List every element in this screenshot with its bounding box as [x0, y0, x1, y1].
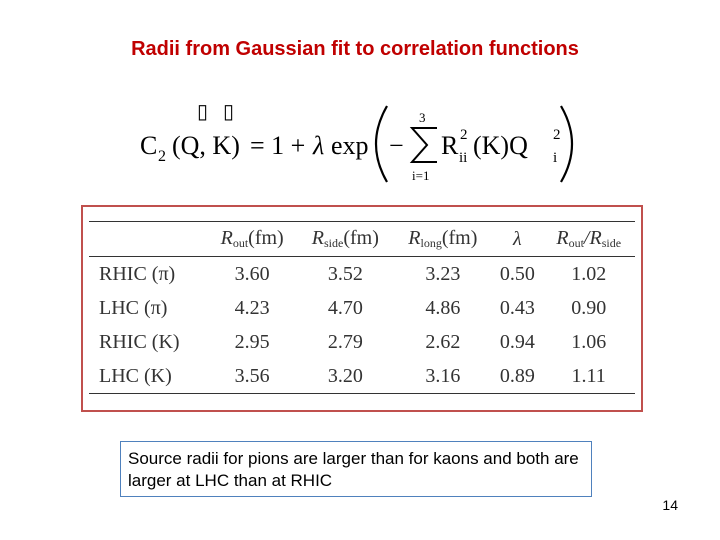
- cell-rout: 3.56: [207, 359, 297, 394]
- row-label: LHC (K): [89, 359, 207, 394]
- formula-lhs: C: [140, 131, 158, 160]
- cell-rside: 3.52: [327, 262, 363, 285]
- slide-title: Radii from Gaussian fit to correlation functions: [131, 38, 579, 60]
- cell-rout: 4.23: [234, 296, 270, 319]
- term-r: R: [441, 131, 459, 160]
- cell-rside: 3.20: [297, 359, 393, 394]
- cell-lambda: 0.50: [499, 262, 535, 285]
- formula-minus: −: [389, 131, 404, 160]
- table-row: [89, 257, 635, 292]
- cell-lambda: 0.43: [499, 296, 535, 319]
- cell-rout: 3.60: [234, 262, 270, 285]
- sum-lower: i=1: [412, 168, 430, 183]
- page-number: 14: [662, 497, 678, 513]
- sum-upper: 3: [419, 110, 426, 125]
- cell-ratio: 0.90: [571, 296, 607, 319]
- formula-lambda: λ: [313, 131, 325, 160]
- radii-table: [89, 221, 635, 394]
- cell-rside: 4.70: [327, 296, 363, 319]
- right-paren: [561, 106, 572, 182]
- formula-exp: exp: [331, 131, 369, 160]
- term-r-sub: ii: [459, 150, 468, 166]
- cell-rout: 2.95: [234, 330, 270, 353]
- formula-equals-one: = 1 +: [250, 131, 306, 160]
- row-label: RHIC (π): [99, 262, 176, 285]
- table-row: [89, 291, 635, 325]
- cell-lambda: 0.89: [492, 359, 542, 394]
- term-r-sup: 2: [460, 127, 468, 143]
- radii-table-frame: [81, 205, 643, 412]
- cell-ratio: 1.06: [571, 330, 607, 353]
- header-lambda: λ: [492, 222, 542, 257]
- vector-mark-q: ▯: [197, 101, 209, 123]
- cell-lambda: 0.94: [499, 330, 535, 353]
- cell-rside: 2.79: [327, 330, 363, 353]
- table-header-row: [89, 222, 635, 257]
- left-paren: [376, 106, 387, 182]
- formula-lhs-args: (Q, K): [172, 131, 240, 160]
- summary-note: Source radii for pions are larger than for kaons and both are larger at LHC than at RHIC: [120, 441, 592, 497]
- sum-sign: [412, 128, 437, 162]
- formula-lhs-sub: 2: [158, 148, 166, 165]
- header-ratio: Rout/Rside: [542, 222, 635, 257]
- cell-rlong: 3.16: [393, 359, 492, 394]
- cell-rlong: 3.23: [425, 262, 461, 285]
- term-k-q: (K)Q: [473, 131, 528, 160]
- header-rside: Rside(fm): [297, 222, 393, 257]
- table-row: [89, 325, 635, 359]
- header-empty: [89, 222, 207, 257]
- header-rlong: Rlong(fm): [393, 222, 492, 257]
- header-rout: Rout(fm): [207, 222, 297, 257]
- cell-ratio: 1.11: [542, 359, 635, 394]
- row-label: RHIC (K): [99, 330, 180, 353]
- cell-rlong: 4.86: [425, 296, 461, 319]
- cell-rlong: 2.62: [425, 330, 461, 353]
- correlation-formula: [135, 98, 585, 190]
- cell-ratio: 1.02: [571, 262, 607, 285]
- table-row: [89, 359, 635, 394]
- term-q-sup: 2: [553, 127, 561, 143]
- term-q-sub: i: [553, 150, 558, 166]
- vector-mark-k: ▯: [223, 101, 235, 123]
- row-label: LHC (π): [99, 296, 168, 319]
